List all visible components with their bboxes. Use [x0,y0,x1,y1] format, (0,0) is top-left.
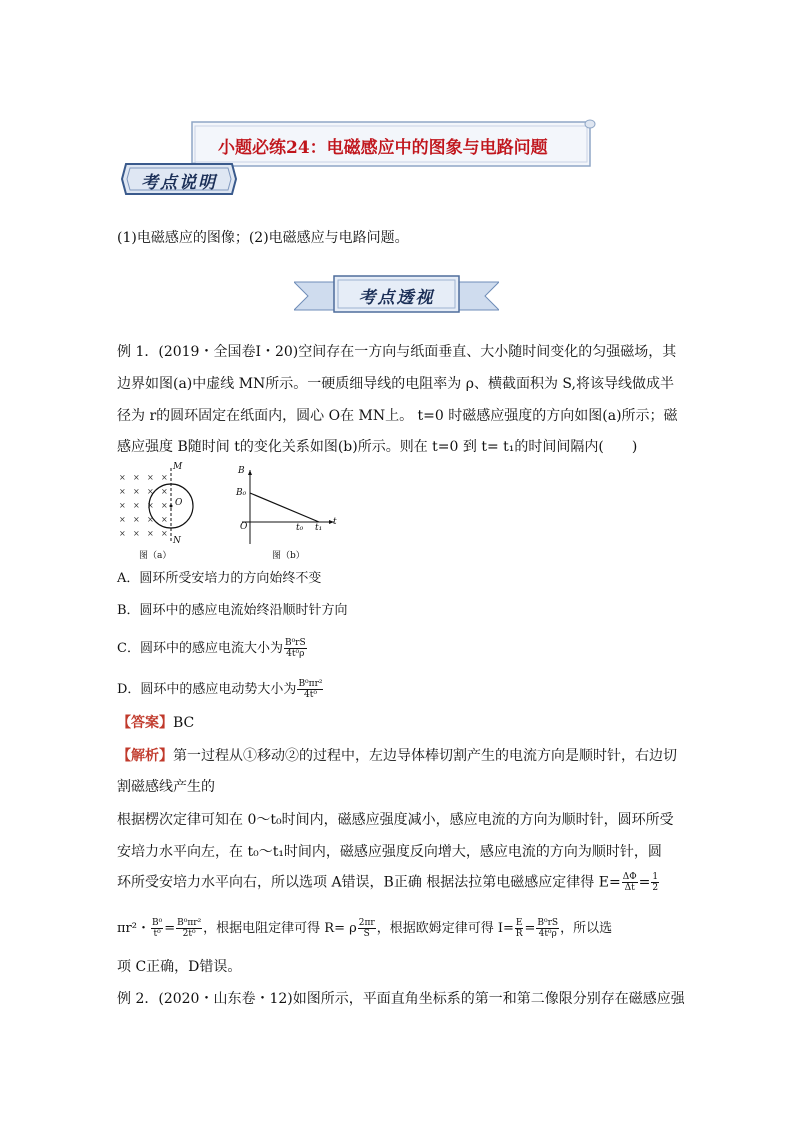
label-b0: B₀ [236,488,247,498]
fraction-resistance [358,918,376,939]
analysis-line5 [117,872,660,893]
analysis-line6: πr²・ $\frac{\text{B⁰}}{\text{t⁰}}$ = $\frac{\text{B⁰πr²}}{\text{2t⁰}}$ ，根据电阻定律可得 R= ρ $\frac{2\pi r}{S}$ ，根据欧姆定律可得 I= $\frac{E}{R}$ = $\frac{\text{B⁰rS}}{\text{4t⁰ρ}}$ ，所以选 [117,918,613,939]
f4-den: 2t⁰ [182,929,196,939]
svg-text:×: × [133,529,140,538]
figure-a-diagram [117,464,203,546]
example2-line1: 例 2．(2020・山东卷・12)如图所示，平面直角坐标系的第一和第二像限分别存在磁感应强 [117,991,685,1007]
svg-text:×: × [161,501,168,510]
analysis-line2: 割磁感线产生的 [117,779,215,795]
option-d-num: B⁰πr² [298,679,323,689]
figure-b [236,466,341,560]
b-t-line [250,493,319,522]
f6-den: R [515,929,523,939]
f1-num: ΔΦ [622,872,637,882]
label-b: B [238,466,245,476]
example1-line3: 径为 r的圆环固定在纸面内，圆心 O在 MN上。 t=0 时磁感应强度的方向如图(a)所示；磁 [117,408,678,424]
option-d-den: 4t⁰ [303,690,317,700]
example1-line2: 边界如图(a)中虚线 MN所示。一硬质细导线的电阻率为 ρ、横截面积为 S,将该导线做成半 [117,376,674,392]
analysis-line1 [117,746,677,766]
option-c-den: 4t⁰ρ [286,649,305,659]
option-c-fraction [284,638,307,659]
label-t: t [333,517,337,527]
analysis-text6c: ，根据欧姆定律可得 I= [376,921,514,936]
svg-text:×: × [133,487,140,496]
fraction-dphi-dt [622,872,638,893]
svg-text:×: × [119,529,126,538]
figure-b-graph [236,466,341,546]
analysis-line3: 根据楞次定律可知在 0～t₀时间内，磁感应强度减小，感应电流的方向为顺时针，圆环所受 [117,812,674,828]
page-title: 小题必练24：电磁感应中的图象与电路问题 [218,138,548,158]
section-tag-label: 考点透视 [358,288,435,308]
equals-sign: = [638,874,651,891]
f3-num: B⁰ [151,918,163,928]
f3-den: t⁰ [153,929,161,939]
analysis-text6a: πr²・ [117,921,150,936]
answer-value: BC [173,715,195,731]
answer-label: 【答案】 [117,715,173,731]
option-d [117,679,324,700]
section-tag-kaodianshuoming [120,160,238,198]
analysis-text1: 第一过程从①移动②的过程中，左边导体棒切割产生的电流方向是顺时针，右边切 [173,748,677,764]
svg-text:×: × [119,473,126,482]
section-tag-kaodiantoushi [294,272,499,316]
fraction-b0-t0 [151,918,163,939]
svg-text:×: × [147,487,154,496]
analysis-text6b: ，根据电阻定律可得 R= ρ [203,921,357,936]
svg-text:×: × [147,501,154,510]
option-c [117,638,308,659]
option-d-fraction [297,679,323,700]
f5-den: S [363,929,370,939]
svg-text:×: × [133,473,140,482]
label-t1: t₁ [315,523,323,533]
f7-den: 4t⁰ρ [538,929,557,939]
answer-line [117,713,194,733]
analysis-line7: 项 C正确，D错误。 [117,959,242,975]
example1-line4: 感应强度 B随时间 t的变化关系如图(b)所示。则在 t=0 到 t= t₁的时间间隔内( ) [117,439,638,455]
analysis-line4: 安培力水平向左，在 t₀～t₁时间内，磁感应强度反向增大，感应电流的方向为顺时针，圆 [117,844,662,860]
magnetic-field-crosses [119,473,168,538]
f4-num: B⁰πr² [177,918,202,928]
svg-text:×: × [133,501,140,510]
figure-b-caption: 图（b） [272,551,305,561]
figure-a-caption: 图（a） [139,551,172,561]
f1-den: Δt [624,883,635,893]
f2-den: 2 [652,883,659,893]
f2-num: 1 [652,872,659,882]
fraction-emf [176,918,202,939]
label-t0: t₀ [296,523,304,533]
option-b: B．圆环中的感应电流始终沿顺时针方向 [117,603,348,618]
intro-text: (1)电磁感应的图像；(2)电磁感应与电路问题。 [117,230,409,246]
label-n: N [173,536,181,546]
svg-text:×: × [161,529,168,538]
label-o: O [175,498,183,508]
svg-text:×: × [119,515,126,524]
svg-text:×: × [147,515,154,524]
fraction-half [651,872,659,893]
fraction-current [536,918,559,939]
svg-text:×: × [119,501,126,510]
f7-num: B⁰rS [537,918,559,928]
svg-text:×: × [147,529,154,538]
analysis-label: 【解析】 [117,748,173,764]
svg-text:×: × [161,515,168,524]
f5-num: 2πr [358,918,375,928]
f6-num: E [515,918,523,928]
svg-text:×: × [133,515,140,524]
example1-line1: 例 1．(2019・全国卷Ⅰ・20)空间存在一方向与纸面垂直、大小随时间变化的匀强磁场，其 [117,344,677,360]
label-origin: O [240,522,248,532]
option-c-num: B⁰rS [284,638,306,648]
svg-text:×: × [119,487,126,496]
option-d-text: D．圆环中的感应电动势大小为 [117,682,297,697]
option-a: A．圆环所受安培力的方向始终不变 [117,571,322,586]
analysis-text5: 环所受安培力水平向右，所以选项 A错误，B正确 根据法拉第电磁感应定律得 E= [117,874,621,891]
label-m: M [173,462,183,472]
fraction-e-r [515,918,524,939]
analysis-text6d: ，所以选 [560,921,613,936]
svg-text:×: × [161,487,168,496]
figure-a [117,464,203,560]
section-tag-label: 考点说明 [141,173,217,193]
title-banner [190,118,598,170]
svg-text:×: × [147,473,154,482]
option-c-text: C．圆环中的感应电流大小为 [117,641,283,656]
svg-text:×: × [161,473,168,482]
